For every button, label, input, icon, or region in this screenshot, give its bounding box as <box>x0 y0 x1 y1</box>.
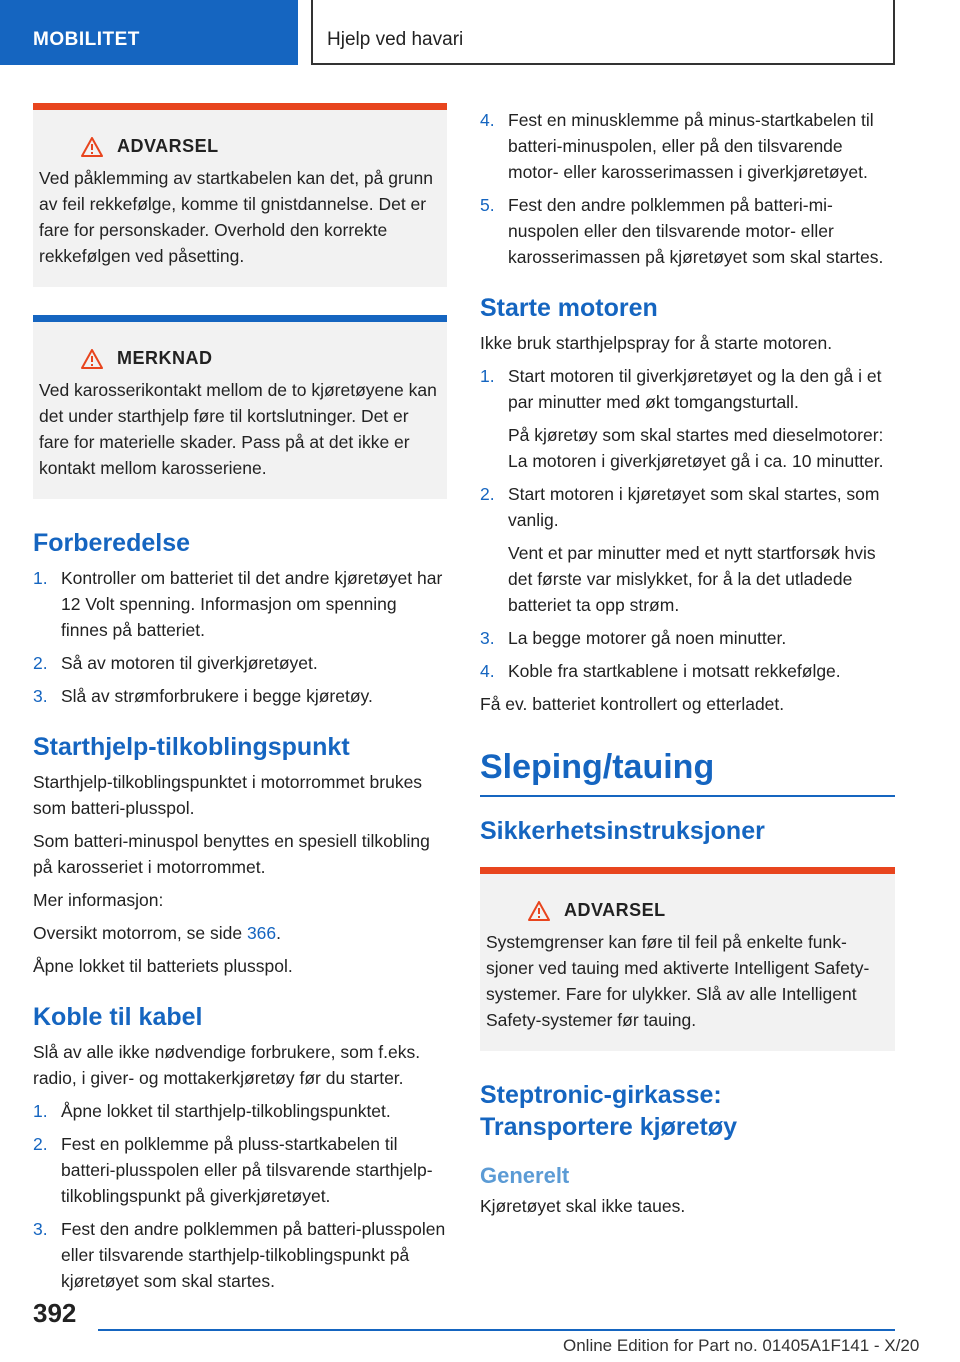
step-text: Så av motoren til giverkjøretøyet. <box>61 653 318 673</box>
step-paragraph: Start motoren til giverkjøretøyet og la den gå i et par minutter med økt tomgangsturtall. <box>508 366 882 412</box>
step-text: Fest den andre polklemmen på batteri-plusspolen eller tilsvarende starthjelp-tilkoblingspunkt på kjøretøyet som skal startes. <box>61 1219 446 1291</box>
step-number: 1. <box>33 1101 48 1121</box>
paragraph: Slå av alle ikke nødvendige forbrukere, som f.eks. radio, i giver- og mottakerkjøretøy før du starter. <box>33 1042 421 1088</box>
step-paragraph: Vent et par minutter med et nytt startforsøk hvis det første var mislykket, for å la det utladede batteriet ta opp strøm. <box>508 543 876 615</box>
subheading-generelt: Generelt <box>480 1163 570 1188</box>
step-number: 3. <box>33 1219 48 1239</box>
warning-label: ADVARSEL <box>564 900 666 920</box>
warning-box <box>480 867 895 1051</box>
heading-line: Transportere kjøretøy <box>480 1113 738 1141</box>
right-column <box>480 103 895 1226</box>
step-number: 4. <box>480 110 495 130</box>
kabel-steps <box>33 1098 447 1294</box>
link-suffix: . <box>276 923 282 943</box>
list-item <box>480 107 895 185</box>
step-text <box>508 481 895 618</box>
step-text: Slå av strømforbrukere i begge kjøretøy. <box>61 686 373 706</box>
warning-header <box>528 900 887 921</box>
step-text: Kontroller om batteriet til det andre kjøretøyet har 12 Volt spenning. Informasjon om spenning finnes på batteriet. <box>61 568 443 640</box>
list-item <box>33 1098 447 1124</box>
step-text: Fest en polklemme på pluss-startkabelen til batteri-plusspolen eller på tilsvarende starthjelp-tilkoblingspunkt på giverkjøretøyet. <box>61 1134 433 1206</box>
page-link[interactable]: 366 <box>246 923 277 943</box>
step-text: Åpne lokket til starthjelp-tilkoblingspunktet. <box>61 1101 391 1121</box>
left-column <box>33 103 447 1301</box>
warning-box <box>33 103 447 287</box>
heading-koble-til-kabel: Koble til kabel <box>33 1003 203 1031</box>
list-item <box>480 658 895 684</box>
chapter-title: Hjelp ved havari <box>311 0 895 65</box>
list-item <box>480 192 895 270</box>
step-number: 2. <box>33 653 48 673</box>
warning-triangle-icon <box>528 901 550 921</box>
heading-steptronic <box>480 1079 895 1143</box>
list-item <box>480 363 895 474</box>
list-item <box>33 1216 447 1294</box>
heading-sikkerhetsinstruksjoner: Sikkerhetsinstruksjoner <box>480 817 765 845</box>
kabel-steps-continued <box>480 107 895 270</box>
list-item <box>33 565 447 643</box>
step-number: 2. <box>33 1134 48 1154</box>
step-paragraph: På kjøretøy som skal startes med dieselmotorer: La motoren i giverkjøretøyet gå i ca. 10 minutter. <box>508 425 884 471</box>
note-label: MERKNAD <box>117 348 213 368</box>
heading-tilkoblingspunkt: Starthjelp-tilkoblingspunkt <box>33 733 350 761</box>
step-text <box>508 363 895 474</box>
warning-text: Systemgrenser kan føre til feil på enkelte funksjoner ved tauing med aktiverte Intelligent Safety-systemer. Fare for ulykker. Slå av alle Intelligent Safety-systemer før tauing. <box>486 932 870 1030</box>
step-text: Fest den andre polklemmen på batteri-minuspolen eller den tilsvarende motor- eller karosserimassen på kjøretøyet som skal startes. <box>508 195 884 267</box>
link-prefix: Oversikt motorrom, se side <box>33 923 247 943</box>
warning-text: Ved påklemming av startkabelen kan det, på grunn av feil rekkefølge, komme til gnistdannelse. Det er fare for personskader. Overhold den korrekte rekkefølgen ved påsetting. <box>39 168 433 266</box>
list-item <box>480 481 895 618</box>
step-number: 3. <box>480 628 495 648</box>
heading-forberedelse: Forberedelse <box>33 529 191 557</box>
warning-label: ADVARSEL <box>117 136 219 156</box>
warning-triangle-icon <box>81 137 103 157</box>
heading-sleping-tauing: Sleping/tauing <box>480 745 895 797</box>
step-text: Fest en minusklemme på minus-startkabelen til batteri-minuspolen, eller på den tilsvarende motor- eller karosserimassen i giverkjøretøyet. <box>508 110 874 182</box>
step-number: 4. <box>480 661 495 681</box>
note-text: Ved karosserikontakt mellom de to kjøretøyene kan det under starthjelp føre til kortslutninger. Det er fare for materielle skader. Pass på at det ikke er kontakt mellom karosseriene. <box>39 380 437 478</box>
list-item <box>33 1131 447 1209</box>
step-number: 2. <box>480 484 495 504</box>
step-number: 1. <box>33 568 48 588</box>
paragraph: Få ev. batteriet kontrollert og etterladet. <box>480 694 785 714</box>
page-number: 392 <box>33 1298 77 1328</box>
warning-header <box>81 136 439 157</box>
paragraph: Ikke bruk starthjelpspray for å starte motoren. <box>480 333 833 353</box>
step-paragraph: Start motoren i kjøretøyet som skal startes, som vanlig. <box>508 484 880 530</box>
forberedelse-steps <box>33 565 447 709</box>
footer-divider <box>98 1329 895 1331</box>
list-item <box>33 650 447 676</box>
paragraph: Mer informasjon: <box>33 890 164 910</box>
footer-edition: Online Edition for Part no. 01405A1F141 - X/20 <box>563 1336 920 1355</box>
step-number: 1. <box>480 366 495 386</box>
paragraph: Som batteri-minuspol benyttes en spesiell tilkobling på karosseriet i motorrommet. <box>33 831 430 877</box>
step-number: 3. <box>33 686 48 706</box>
note-header <box>81 348 439 369</box>
note-box <box>33 315 447 499</box>
heading-starte-motoren: Starte motoren <box>480 294 658 322</box>
step-number: 5. <box>480 195 495 215</box>
paragraph: Kjøretøyet skal ikke taues. <box>480 1196 686 1216</box>
heading-line: Steptronic-girkasse: <box>480 1081 722 1109</box>
warning-triangle-icon <box>81 349 103 369</box>
starte-steps <box>480 363 895 684</box>
paragraph-with-link <box>33 920 447 946</box>
paragraph: Starthjelp-tilkoblingspunktet i motorrommet brukes som batteri-plusspol. <box>33 772 423 818</box>
step-text: La begge motorer gå noen minutter. <box>508 628 787 648</box>
list-item <box>33 683 447 709</box>
step-text: Koble fra startkablene i motsatt rekkefølge. <box>508 661 841 681</box>
paragraph: Åpne lokket til batteriets plusspol. <box>33 956 293 976</box>
section-tab: MOBILITET <box>0 0 298 65</box>
list-item <box>480 625 895 651</box>
